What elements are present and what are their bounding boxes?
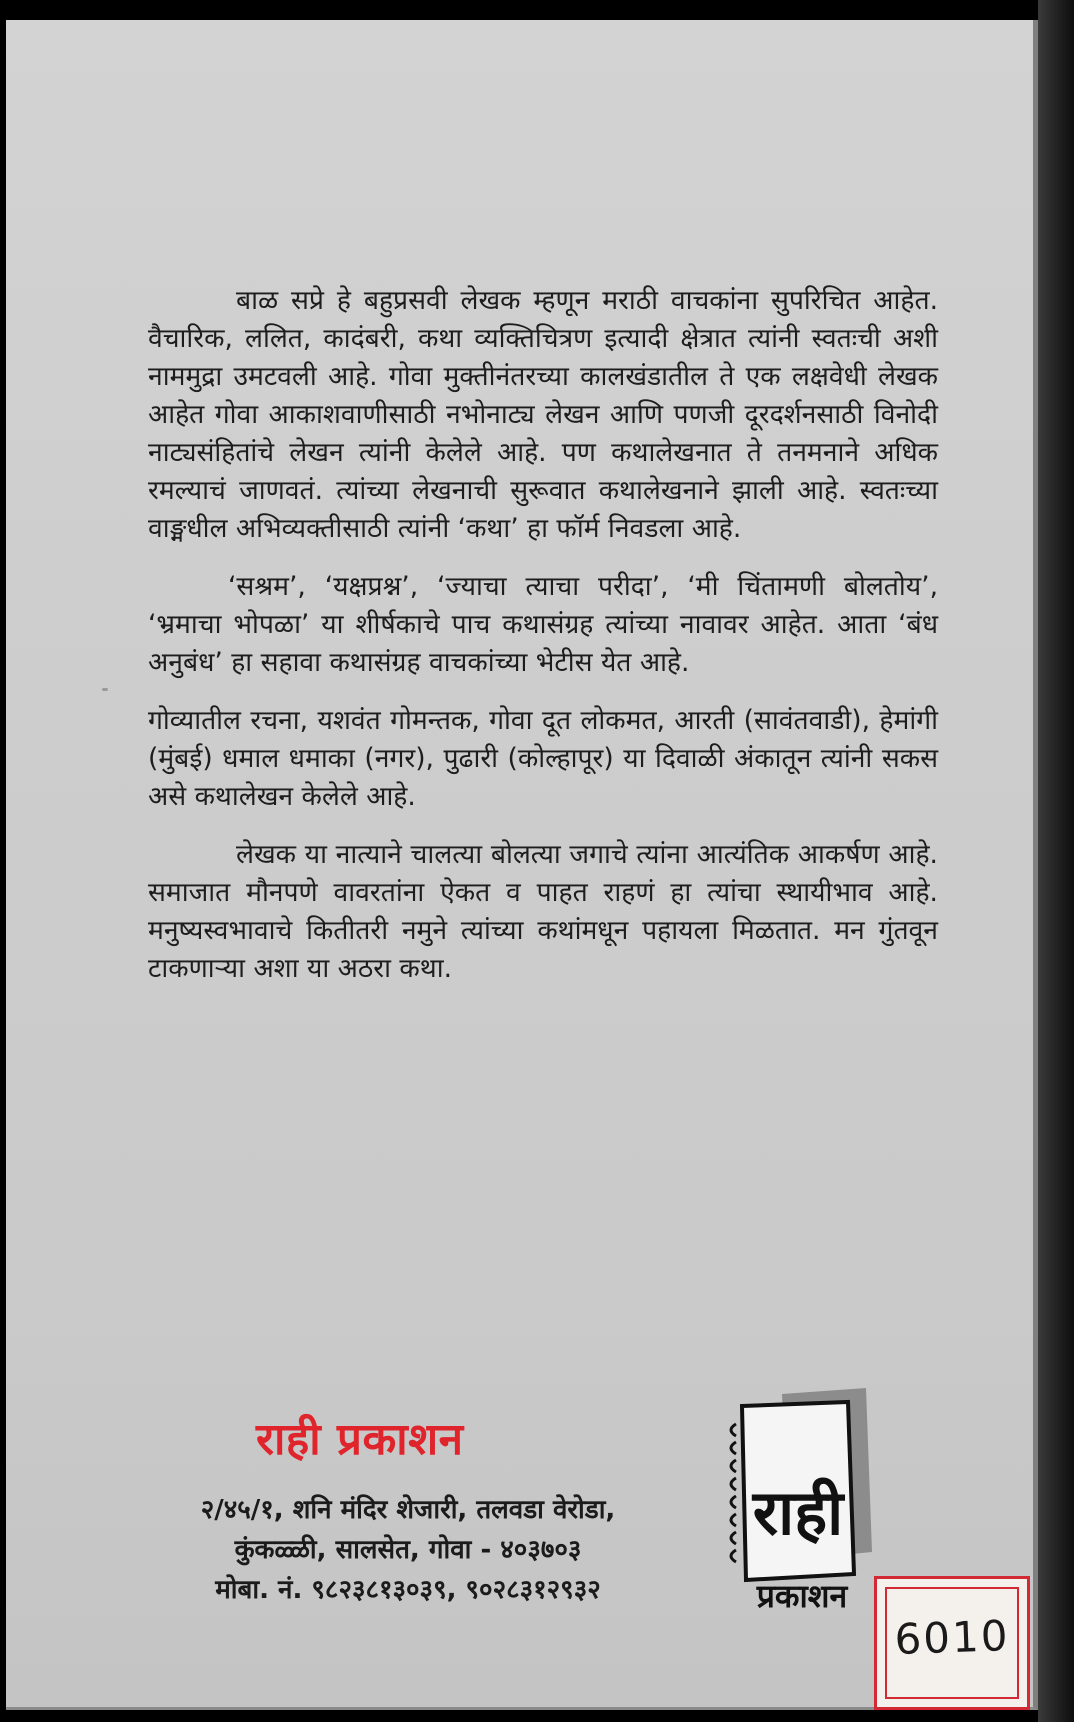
print-speck bbox=[102, 688, 108, 691]
address-line-2: कुंकळ्ळी, सालसेत, गोवा - ४०३७०३ bbox=[234, 1535, 582, 1565]
publisher-name: राही प्रकाशन bbox=[256, 1414, 464, 1465]
blurb-paragraph-4: लेखक या नात्याने चालत्या बोलत्या जगाचे त्यांना आत्यंतिक आकर्षण आहे. समाजात मौनपणे वावरतांना ऐकत व पाहत राहणं हा त्यांचा स्थायीभाव आहे. मनुष्यस्वभावाचे कितीतरी नमुने त्यांच्या कथांमधून पहायला मिळतात. मन गुंतवून टाकणाऱ्या अशा या अठरा कथा. bbox=[148, 839, 938, 984]
scan-edge bbox=[1038, 0, 1074, 1722]
stamp-number: 6010 bbox=[893, 1611, 1011, 1664]
logo-mark-text: राही bbox=[752, 1476, 844, 1549]
logo-caption: प्रकाशन bbox=[756, 1577, 848, 1615]
blurb-paragraph-1: बाळ सप्रे हे बहुप्रसवी लेखक म्हणून मराठी वाचकांना सुपरिचित आहेत. वैचारिक, ललित, कादंबरी, कथा व्यक्तिचित्रण इत्यादी क्षेत्रात त्यांनी स्वतःची अशी नाममुद्रा उमटवली आहे. गोवा मुक्तीनंतरच्या कालखंडातील ते एक लक्षवेधी लेखक आहेत गोवा आकाशवाणीसाठी नभोनाट्य लेखन आणि पणजी दूरदर्शनसाठी विनोदी नाट्यसंहितांचे लेखन त्यांनी केलेले आहे. पण कथालेखनात ते तनमनाने अधिक रमल्याचं जाणवतं. त्यांच्या लेखनाची सुरूवात कथालेखनाने झाली आहे. स्वतःच्या वाङ्मधील अभिव्यक्तीसाठी त्यांनी ‘कथा’ हा फॉर्म निवडला आहे. bbox=[148, 285, 938, 544]
blurb-text bbox=[148, 282, 938, 1008]
address-line-1: २/४५/१, शनि मंदिर शेजारी, तलवडा वेरोडा, bbox=[200, 1495, 616, 1525]
blurb-paragraph-3: गोव्यातील रचना, यशवंत गोमन्तक, गोवा दूत लोकमत, आरती (सावंतवाडी), हेमांगी (मुंबई) धमाल धमाका (नगर), पुढारी (कोल्हापूर) या दिवाळी अंकातून त्यांनी सकस असे कथालेखन केलेले आहे. bbox=[148, 705, 938, 812]
phone-line: मोबा. नं. ९८२३८१३०३९, ९०२८३१२९३२ bbox=[215, 1575, 601, 1605]
publisher-address bbox=[148, 1490, 668, 1610]
blurb-paragraph-2: ‘सश्रम’, ‘यक्षप्रश्न’, ‘ज्याचा त्याचा परीदा’, ‘मी चिंतामणी बोलतोय’, ‘भ्रमाचा भोपळा’ या शीर्षकाचे पाच कथासंग्रह त्यांच्या नावावर आहेत. आता ‘बंध अनुबंध’ हा सहावा कथासंग्रह वाचकांच्या भेटीस येत आहे. bbox=[148, 571, 938, 678]
library-stamp bbox=[874, 1576, 1030, 1710]
